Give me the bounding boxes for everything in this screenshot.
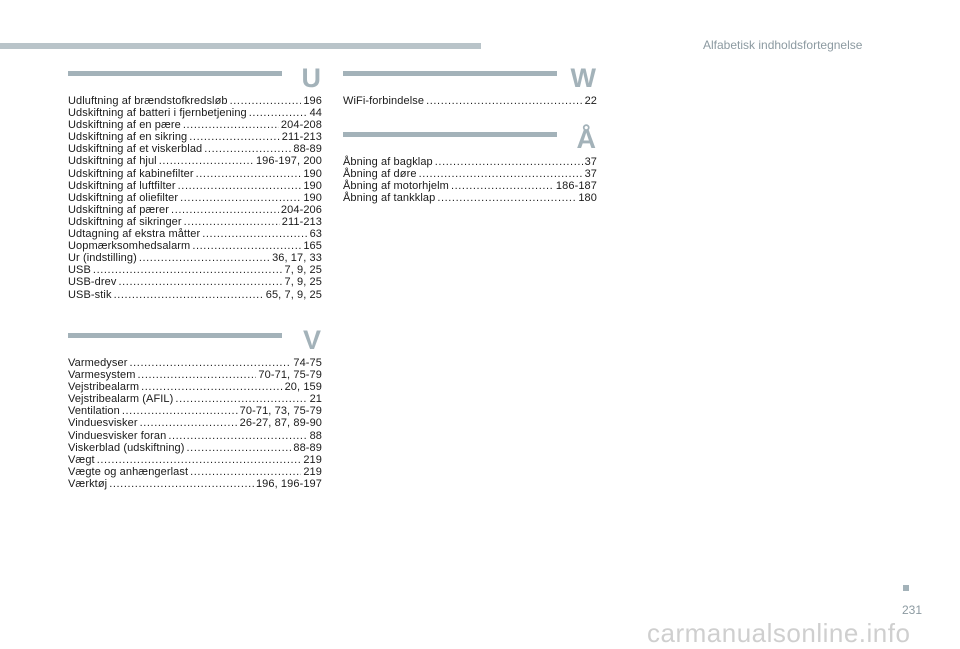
index-entry bbox=[68, 393, 322, 405]
index-term: Vinduesvisker foran bbox=[68, 429, 167, 442]
section-w-header bbox=[343, 63, 597, 93]
index-pages: 190 bbox=[303, 167, 322, 180]
index-term: Vejstribealarm (AFIL) bbox=[68, 393, 174, 406]
section-divider bbox=[343, 132, 557, 137]
index-term: Vinduesvisker bbox=[68, 417, 138, 430]
section-u bbox=[68, 63, 322, 301]
index-entry bbox=[68, 478, 322, 490]
leader-dots bbox=[168, 430, 307, 442]
index-pages: 74-75 bbox=[293, 357, 322, 369]
index-entry bbox=[343, 168, 597, 180]
index-term: Udluftning af brændstofkredsløb bbox=[68, 95, 228, 107]
section-v-header bbox=[68, 325, 322, 355]
index-entry bbox=[68, 95, 322, 107]
index-pages: 204-206 bbox=[280, 203, 322, 216]
index-pages: 204-208 bbox=[280, 119, 322, 132]
index-term: Udtagning af ekstra måtter bbox=[68, 228, 201, 241]
index-entry bbox=[68, 381, 322, 393]
index-pages: 21 bbox=[309, 393, 322, 406]
index-term: Udskiftning af kabinefilter bbox=[68, 167, 194, 180]
index-list bbox=[343, 95, 597, 107]
section-v bbox=[68, 325, 322, 490]
index-term: USB bbox=[68, 264, 91, 277]
index-entry bbox=[68, 228, 322, 240]
section-w bbox=[343, 63, 597, 107]
section-letter: Å bbox=[576, 124, 596, 154]
leader-dots bbox=[141, 381, 282, 393]
index-term: Udskiftning af et viskerblad bbox=[68, 143, 203, 156]
index-entry bbox=[68, 216, 322, 228]
index-pages: 211-213 bbox=[281, 131, 322, 144]
index-term: Udskiftning af en pære bbox=[68, 119, 181, 132]
index-entry bbox=[68, 107, 322, 119]
section-aa bbox=[343, 124, 597, 205]
index-pages: 165 bbox=[303, 240, 322, 253]
index-entry bbox=[68, 417, 322, 429]
index-term: USB-stik bbox=[68, 288, 112, 301]
leader-dots bbox=[159, 155, 254, 167]
index-entry bbox=[68, 131, 322, 143]
index-term: WiFi-forbindelse bbox=[343, 95, 425, 107]
leader-dots bbox=[190, 466, 301, 478]
index-pages: 219 bbox=[303, 465, 322, 478]
index-pages: 88-89 bbox=[293, 143, 322, 156]
index-term: Åbning af døre bbox=[343, 168, 417, 181]
index-term: Ur (indstilling) bbox=[68, 252, 137, 265]
leader-dots bbox=[192, 240, 301, 252]
page-marker bbox=[903, 585, 909, 591]
index-term: USB-drev bbox=[68, 276, 117, 289]
leader-dots bbox=[189, 131, 279, 143]
index-term: Udskiftning af hjul bbox=[68, 155, 157, 168]
watermark: carmanualsonline.info bbox=[647, 618, 911, 648]
index-entry bbox=[68, 357, 322, 369]
leader-dots bbox=[122, 405, 238, 417]
index-term: Udskiftning af pærer bbox=[68, 203, 170, 216]
index-term: Ventilation bbox=[68, 405, 120, 418]
index-list bbox=[68, 95, 322, 301]
index-term: Udskiftning af luftfilter bbox=[68, 179, 176, 192]
page-header-title: Alfabetisk indholdsfortegnelse bbox=[703, 38, 863, 52]
index-pages: 37 bbox=[584, 156, 597, 168]
index-entry bbox=[68, 466, 322, 478]
leader-dots bbox=[178, 180, 302, 192]
index-term: Varmesystem bbox=[68, 369, 136, 382]
index-entry bbox=[68, 168, 322, 180]
index-entry bbox=[68, 369, 322, 381]
index-term: Vægt bbox=[68, 453, 95, 466]
index-term: Værktøj bbox=[68, 477, 108, 490]
index-entry bbox=[68, 204, 322, 216]
index-pages: 211-213 bbox=[281, 215, 322, 228]
leader-dots bbox=[451, 180, 554, 192]
index-entry bbox=[68, 405, 322, 417]
index-pages: 7, 9, 25 bbox=[284, 264, 322, 277]
index-entry bbox=[68, 276, 322, 288]
leader-dots bbox=[171, 204, 279, 216]
index-term: Åbning af motorhjelm bbox=[343, 180, 449, 193]
index-entry bbox=[68, 155, 322, 167]
index-entry bbox=[68, 430, 322, 442]
leader-dots bbox=[129, 357, 291, 369]
leader-dots bbox=[180, 192, 301, 204]
leader-dots bbox=[437, 192, 576, 204]
index-list bbox=[343, 156, 597, 204]
index-term: Udskiftning af oliefilter bbox=[68, 191, 179, 204]
index-entry bbox=[68, 264, 322, 276]
leader-dots bbox=[183, 119, 279, 131]
leader-dots bbox=[187, 442, 292, 454]
index-pages: 37 bbox=[584, 168, 597, 181]
index-list bbox=[68, 357, 322, 490]
index-term: Uopmærksomhedsalarm bbox=[68, 240, 191, 253]
leader-dots bbox=[114, 289, 264, 301]
index-entry bbox=[68, 192, 322, 204]
index-entry bbox=[68, 454, 322, 466]
index-pages: 88 bbox=[309, 429, 322, 442]
index-pages: 20, 159 bbox=[284, 381, 322, 394]
index-term: Udskiftning af batteri i fjernbetjening bbox=[68, 107, 247, 120]
index-term: Viskerblad (udskiftning) bbox=[68, 441, 185, 454]
leader-dots bbox=[93, 264, 283, 276]
leader-dots bbox=[230, 95, 302, 107]
index-pages: 70-71, 75-79 bbox=[258, 369, 322, 382]
index-entry bbox=[68, 240, 322, 252]
index-pages: 196, 196-197 bbox=[255, 477, 322, 490]
leader-dots bbox=[249, 107, 308, 119]
index-pages: 65, 7, 9, 25 bbox=[265, 288, 322, 301]
index-pages: 186-187 bbox=[555, 180, 597, 193]
index-pages: 22 bbox=[584, 95, 597, 107]
index-entry bbox=[68, 442, 322, 454]
index-entry bbox=[68, 180, 322, 192]
section-letter: U bbox=[301, 63, 321, 93]
index-pages: 26-27, 87, 89-90 bbox=[239, 417, 322, 430]
index-pages: 196-197, 200 bbox=[255, 155, 322, 168]
index-pages: 70-71, 73, 75-79 bbox=[239, 405, 322, 418]
index-pages: 190 bbox=[303, 191, 322, 204]
leader-dots bbox=[202, 228, 307, 240]
index-entry bbox=[68, 289, 322, 301]
leader-dots bbox=[97, 454, 302, 466]
index-pages: 88-89 bbox=[293, 441, 322, 454]
leader-dots bbox=[138, 369, 257, 381]
section-divider bbox=[343, 71, 557, 76]
page-number: 231 bbox=[902, 603, 923, 617]
index-entry bbox=[68, 252, 322, 264]
leader-dots bbox=[109, 478, 254, 490]
section-letter: V bbox=[302, 325, 321, 355]
index-term: Udskiftning af sikringer bbox=[68, 215, 182, 228]
leader-dots bbox=[435, 156, 583, 168]
index-entry bbox=[343, 156, 597, 168]
leader-dots bbox=[419, 168, 583, 180]
index-entry bbox=[68, 143, 322, 155]
index-entry bbox=[343, 192, 597, 204]
section-u-header bbox=[68, 63, 322, 93]
section-divider bbox=[68, 333, 282, 338]
section-letter: W bbox=[570, 63, 596, 93]
index-pages: 219 bbox=[303, 453, 322, 466]
index-term: Vejstribealarm bbox=[68, 381, 140, 394]
leader-dots bbox=[139, 252, 270, 264]
index-pages: 190 bbox=[303, 179, 322, 192]
leader-dots bbox=[140, 417, 238, 429]
index-term: Varmedyser bbox=[68, 357, 128, 369]
index-term: Åbning af tankklap bbox=[343, 192, 436, 205]
section-divider bbox=[68, 71, 282, 76]
index-pages: 44 bbox=[309, 107, 322, 120]
leader-dots bbox=[426, 95, 582, 107]
index-pages: 7, 9, 25 bbox=[284, 276, 322, 289]
index-term: Åbning af bagklap bbox=[343, 156, 433, 168]
index-pages: 63 bbox=[309, 228, 322, 241]
index-pages: 196 bbox=[303, 95, 322, 107]
leader-dots bbox=[196, 168, 302, 180]
index-pages: 36, 17, 33 bbox=[272, 252, 322, 265]
index-term: Vægte og anhængerlast bbox=[68, 465, 189, 478]
index-term: Udskiftning af en sikring bbox=[68, 131, 188, 144]
leader-dots bbox=[118, 276, 282, 288]
index-entry bbox=[343, 180, 597, 192]
index-pages: 180 bbox=[578, 192, 597, 205]
leader-dots bbox=[184, 216, 280, 228]
leader-dots bbox=[175, 393, 307, 405]
header-bar bbox=[0, 43, 481, 49]
section-aa-header bbox=[343, 124, 597, 154]
leader-dots bbox=[204, 143, 291, 155]
index-entry bbox=[68, 119, 322, 131]
index-entry bbox=[343, 95, 597, 107]
